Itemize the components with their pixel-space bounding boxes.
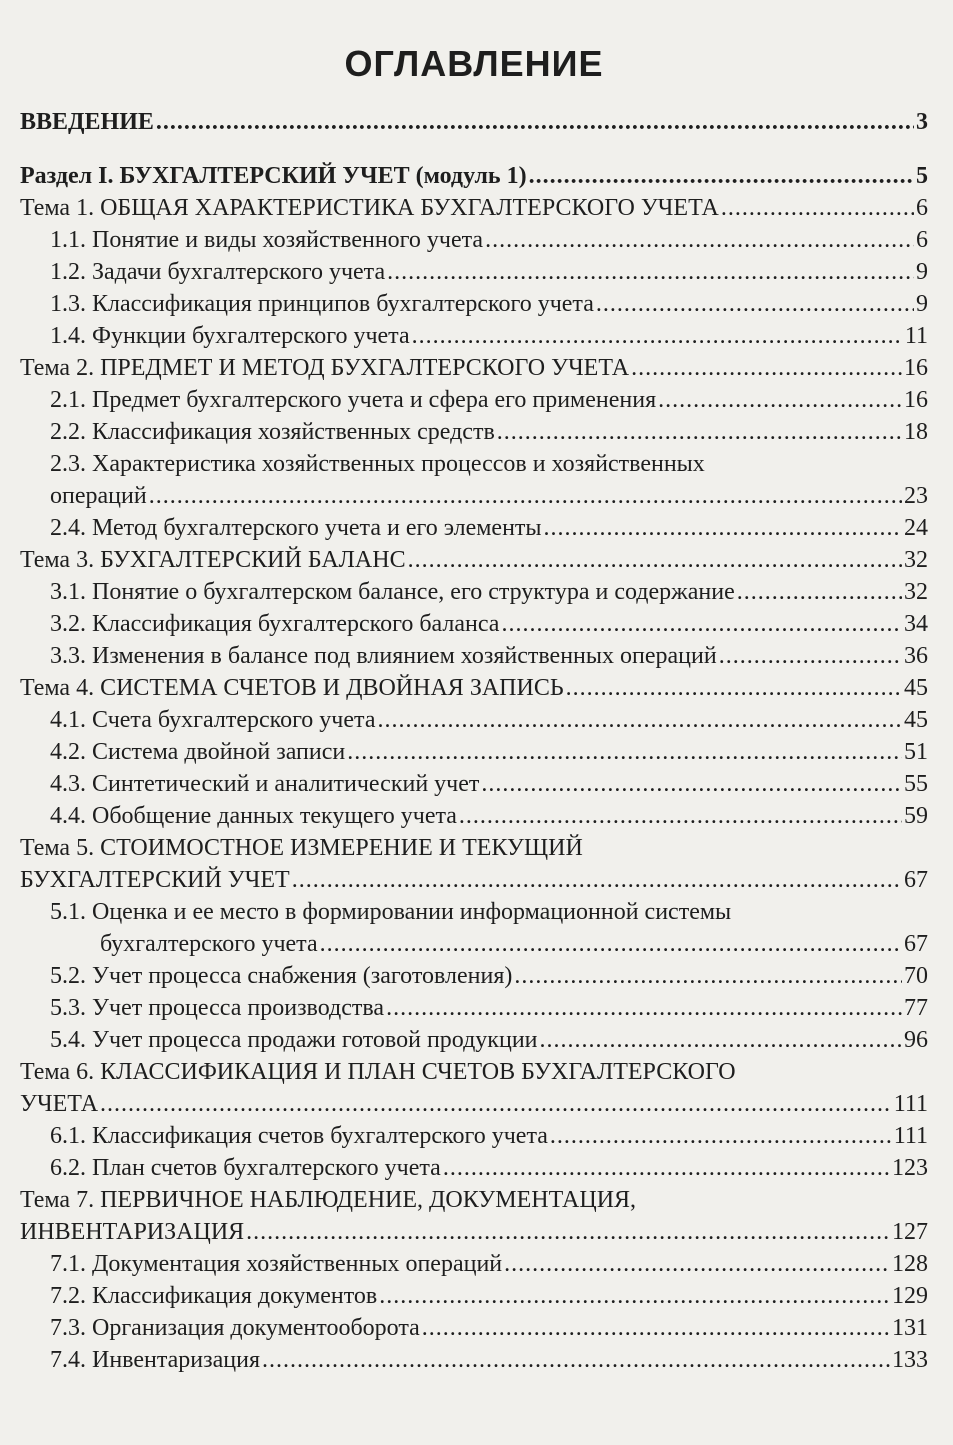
leader-dots [631,352,902,384]
toc-page-number: 23 [904,483,928,509]
toc-entry-label: операций [50,483,147,509]
toc-entry-label: УЧЕТА [20,1091,99,1117]
toc-entry-theme-7 [20,1216,928,1248]
leader-dots [412,320,903,352]
toc-page-number: 6 [916,195,928,221]
toc-entry-theme-1 [20,192,928,224]
toc-entry-theme-6 [20,1088,928,1120]
toc-page-number: 32 [904,579,928,605]
leader-dots [422,1312,890,1344]
leader-dots [347,736,902,768]
leader-dots [504,1248,890,1280]
leader-dots [501,608,902,640]
toc-entry-label: 1.4. Функции бухгалтерского учета [50,323,410,349]
toc-entry-theme-2 [20,352,928,384]
toc-entry-2-1 [20,384,928,416]
leader-dots [262,1344,890,1376]
leader-dots [246,1216,890,1248]
toc-entry-label: 4.2. Система двойной записи [50,739,346,765]
toc-page-number: 16 [904,387,928,413]
toc-page-number: 128 [892,1251,928,1277]
toc-page-number: 67 [904,931,928,957]
toc-page-number: 51 [904,739,928,765]
toc-entry-7-4 [20,1344,928,1376]
toc-entry-4-2 [20,736,928,768]
toc-entry-label: 4.4. Обобщение данных текущего учета [50,803,457,829]
toc-entry-7-3 [20,1312,928,1344]
leader-dots [459,800,902,832]
toc-entry-label: бухгалтерского учета [100,931,318,957]
toc-entry-theme-6-first-line: Тема 6. КЛАССИФИКАЦИЯ И ПЛАН СЧЕТОВ БУХГАЛТЕРСКОГО [20,1059,736,1085]
toc-page-number: 131 [892,1315,928,1341]
toc-page-number: 127 [892,1219,928,1245]
toc-entry-theme-5-first-line: Тема 5. СТОИМОСТНОЕ ИЗМЕРЕНИЕ И ТЕКУЩИЙ [20,835,583,861]
table-of-contents [20,106,928,1376]
leader-dots [481,768,902,800]
toc-page-number: 45 [904,675,928,701]
toc-page-number: 9 [916,291,928,317]
toc-page-number: 45 [904,707,928,733]
toc-entry-1-3 [20,288,928,320]
toc-entry-theme-3 [20,544,928,576]
toc-entry-label: ИНВЕНТАРИЗАЦИЯ [20,1219,245,1245]
page-title: ОГЛАВЛЕНИЕ [344,43,604,84]
leader-dots [544,512,902,544]
toc-page-number: 36 [904,643,928,669]
toc-entry-theme-5 [20,864,928,896]
toc-entry-2-4 [20,512,928,544]
leader-dots [566,672,902,704]
leader-dots [100,1088,892,1120]
toc-entry-4-3 [20,768,928,800]
toc-page-number: 24 [904,515,928,541]
toc-entry-theme-7-first-line: Тема 7. ПЕРВИЧНОЕ НАБЛЮДЕНИЕ, ДОКУМЕНТАЦИЯ, [20,1187,637,1213]
toc-entry-label: 3.3. Изменения в балансе под влиянием хозяйственных операций [50,643,717,669]
toc-page-number: 18 [904,419,928,445]
toc-page-number: 70 [904,963,928,989]
toc-entry-1-2 [20,256,928,288]
toc-entry-5-1 [20,928,928,960]
toc-page-number: 59 [904,803,928,829]
toc-entry-label: 5.3. Учет процесса производства [50,995,385,1021]
leader-dots [497,416,902,448]
leader-dots [408,544,902,576]
toc-entry-label: Тема 1. ОБЩАЯ ХАРАКТЕРИСТИКА БУХГАЛТЕРСКОГО УЧЕТА [20,195,719,221]
toc-entry-label: 3.2. Классификация бухгалтерского баланса [50,611,500,637]
leader-dots [292,864,902,896]
toc-entry-label: 1.3. Классификация принципов бухгалтерского учета [50,291,594,317]
leader-dots [529,160,914,192]
toc-page-number: 34 [904,611,928,637]
toc-page-number: 55 [904,771,928,797]
leader-dots [377,704,902,736]
toc-entry-label: Раздел I. БУХГАЛТЕРСКИЙ УЧЕТ (модуль 1) [20,163,527,189]
leader-dots [514,960,902,992]
toc-entry-label: 7.4. Инвентаризация [50,1347,260,1373]
leader-dots [379,1280,890,1312]
toc-entry-label: Тема 3. БУХГАЛТЕРСКИЙ БАЛАНС [20,547,406,573]
toc-entry-2-2 [20,416,928,448]
toc-entry-6-1 [20,1120,928,1152]
toc-page-number: 11 [904,323,928,349]
leader-dots [485,224,914,256]
leader-dots [596,288,914,320]
toc-entry-7-1 [20,1248,928,1280]
leader-dots [658,384,902,416]
toc-entry-1-1 [20,224,928,256]
leader-dots [719,640,902,672]
leader-dots [149,480,902,512]
toc-entry-section-1 [20,160,928,192]
toc-entry-6-2 [20,1152,928,1184]
toc-entry-label: 7.3. Организация документооборота [50,1315,420,1341]
leader-dots [737,576,902,608]
toc-page-number: 5 [916,163,928,189]
toc-page-number: 123 [892,1155,928,1181]
toc-entry-label: 5.2. Учет процесса снабжения (заготовления) [50,963,513,989]
toc-entry-2-3 [20,480,928,512]
toc-entry-label: БУХГАЛТЕРСКИЙ УЧЕТ [20,867,290,893]
leader-dots [540,1024,903,1056]
toc-entry-3-3 [20,640,928,672]
toc-entry-4-4 [20,800,928,832]
leader-dots [386,992,902,1024]
leader-dots [156,106,914,138]
toc-entry-5-2 [20,960,928,992]
toc-entry-label: Тема 4. СИСТЕМА СЧЕТОВ И ДВОЙНАЯ ЗАПИСЬ [20,675,564,701]
toc-entry-1-4 [20,320,928,352]
toc-page-number: 133 [892,1347,928,1373]
toc-page-number: 111 [893,1091,928,1117]
toc-entry-label: 1.1. Понятие и виды хозяйственного учета [50,227,484,253]
toc-entry-3-1 [20,576,928,608]
leader-dots [721,192,914,224]
toc-entry-3-2 [20,608,928,640]
toc-entry-label: 6.2. План счетов бухгалтерского учета [50,1155,441,1181]
toc-entry-label: 6.1. Классификация счетов бухгалтерского учета [50,1123,548,1149]
toc-entry-label: 2.1. Предмет бухгалтерского учета и сфера его применения [50,387,657,413]
leader-dots [550,1120,892,1152]
toc-entry-introduction [20,106,928,138]
toc-entry-label: 4.3. Синтетический и аналитический учет [50,771,480,797]
toc-entry-theme-4 [20,672,928,704]
toc-entry-label: Тема 2. ПРЕДМЕТ И МЕТОД БУХГАЛТЕРСКОГО УЧЕТА [20,355,630,381]
toc-entry-5-4 [20,1024,928,1056]
toc-entry-label: 2.4. Метод бухгалтерского учета и его элементы [50,515,542,541]
toc-entry-label: ВВЕДЕНИЕ [20,109,154,135]
toc-page-number: 129 [892,1283,928,1309]
toc-page-number: 67 [904,867,928,893]
leader-dots [320,928,902,960]
toc-page-number: 111 [893,1123,928,1149]
toc-page-number: 6 [916,227,928,253]
toc-entry-label: 4.1. Счета бухгалтерского учета [50,707,376,733]
toc-entry-label: 5.4. Учет процесса продажи готовой продукции [50,1027,538,1053]
toc-page-number: 3 [916,109,928,135]
leader-dots [387,256,914,288]
toc-page-number: 32 [904,547,928,573]
toc-entry-5-3 [20,992,928,1024]
toc-entry-label: 2.2. Классификация хозяйственных средств [50,419,495,445]
toc-entry-label: 1.2. Задачи бухгалтерского учета [50,259,386,285]
toc-entry-5-1-first-line: 5.1. Оценка и ее место в формировании информационной системы [50,899,732,925]
toc-entry-label: 7.1. Документация хозяйственных операций [50,1251,503,1277]
toc-page-number: 16 [904,355,928,381]
leader-dots [443,1152,890,1184]
toc-entry-4-1 [20,704,928,736]
toc-entry-2-3-first-line: 2.3. Характеристика хозяйственных процессов и хозяйственных [50,451,705,477]
toc-page-number: 96 [904,1027,928,1053]
toc-entry-label: 3.1. Понятие о бухгалтерском балансе, его структура и содержание [50,579,735,605]
toc-page-number: 9 [916,259,928,285]
toc-entry-7-2 [20,1280,928,1312]
toc-entry-label: 7.2. Классификация документов [50,1283,378,1309]
toc-page-number: 77 [904,995,928,1021]
